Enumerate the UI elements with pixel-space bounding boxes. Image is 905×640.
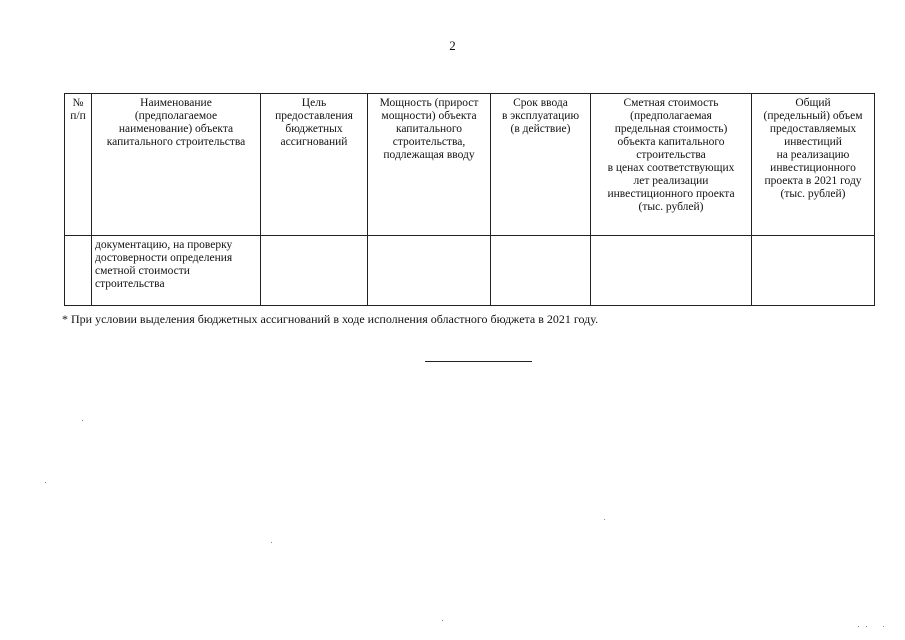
header-object-name-text: Наименование (предполагаемое наименование) объекта капитального строительства bbox=[106, 97, 246, 148]
header-total-investment bbox=[752, 94, 875, 236]
scan-speck bbox=[883, 626, 884, 627]
header-commissioning-date-text: Срок ввода в эксплуатацию (в действие) bbox=[501, 97, 580, 135]
footnote: * При условии выделения бюджетных ассигнований в ходе исполнения областного бюджета в 2021 году. bbox=[62, 312, 599, 326]
header-capacity-text: Мощность (прирост мощности) объекта капитального строительства, подлежащая вводу bbox=[379, 97, 479, 161]
header-estimated-cost bbox=[591, 94, 752, 236]
cell-object-name-text: документацию, на проверку достоверности определения сметной стоимости строительства bbox=[95, 239, 233, 290]
capital-construction-table bbox=[64, 93, 875, 306]
cell-commissioning-date bbox=[491, 236, 591, 306]
header-total-investment-text: Общий (предельный) объем предоставляемых инвестиций на реализацию инвестиционного проекта в 2021 году (тыс. рублей) bbox=[763, 97, 863, 200]
header-object-name bbox=[92, 94, 261, 236]
cell-purpose bbox=[261, 236, 368, 306]
scan-speck bbox=[82, 420, 83, 421]
closing-rule bbox=[425, 361, 532, 362]
cell-number bbox=[65, 236, 92, 306]
page-number: 2 bbox=[449, 38, 456, 53]
cell-total-investment bbox=[752, 236, 875, 306]
header-commissioning-date bbox=[491, 94, 591, 236]
header-capacity bbox=[368, 94, 491, 236]
scan-speck bbox=[442, 620, 443, 621]
scan-speck bbox=[858, 626, 859, 627]
scan-speck bbox=[866, 626, 867, 627]
table-header-row bbox=[65, 94, 875, 236]
scan-speck bbox=[604, 519, 605, 520]
table-row bbox=[65, 236, 875, 306]
header-purpose-text: Цель предоставления бюджетных ассигнований bbox=[275, 97, 353, 148]
header-number-text: № п/п bbox=[70, 97, 86, 122]
header-estimated-cost-text: Сметная стоимость (предполагаемая предельная стоимость) объекта капитального строительства в ценах соответствующих лет реализации инвестиционного проекта (тыс. рублей) bbox=[607, 97, 735, 213]
scan-speck bbox=[271, 542, 272, 543]
scan-speck bbox=[45, 482, 46, 483]
cell-estimated-cost bbox=[591, 236, 752, 306]
header-purpose bbox=[261, 94, 368, 236]
cell-object-name bbox=[92, 236, 261, 306]
header-number bbox=[65, 94, 92, 236]
cell-capacity bbox=[368, 236, 491, 306]
